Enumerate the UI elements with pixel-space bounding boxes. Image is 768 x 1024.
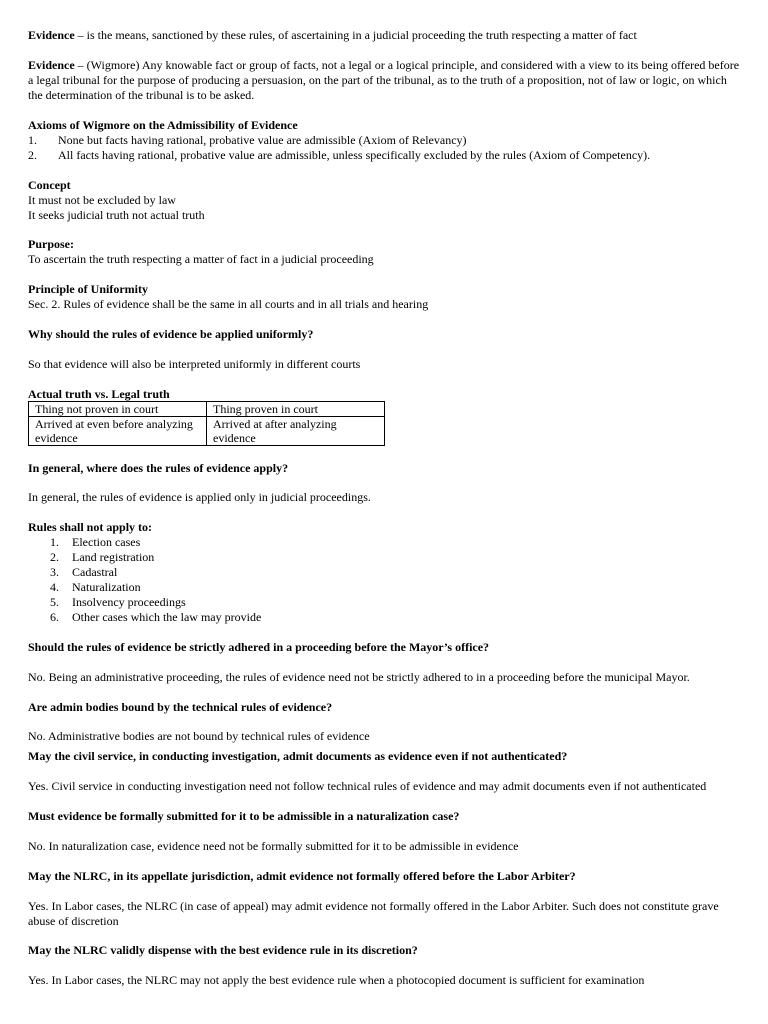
table-row (29, 402, 385, 417)
list-item: 1. Election cases (50, 535, 141, 549)
question: May the NLRC, in its appellate jurisdiction, admit evidence not formally offered before the Labor Arbiter? (28, 869, 576, 883)
list-item: 4. Naturalization (50, 580, 141, 594)
question: In general, where does the rules of evidence apply? (28, 461, 289, 475)
table-cell: Thing proven in court (207, 402, 385, 417)
answer: Yes. In Labor cases, the NLRC (in case of appeal) may admit evidence not formally offered in the Labor Arbiter. Such does not constitute grave abuse of discretion (28, 899, 719, 928)
question: Why should the rules of evidence be applied uniformly? (28, 327, 314, 341)
definition-text: – (Wigmore) Any knowable fact or group of facts, not a legal or a logical principle, and considered with a view to its being offered before a legal tribunal for the purpose of producing a persuasion, on the part of the tribunal, as to the truth of a proposition, not of law or logic, on which the determination of the tribunal is to be asked. (28, 58, 740, 102)
answer: In general, the rules of evidence is applied only in judicial proceedings. (28, 490, 371, 504)
question: May the civil service, in conducting investigation, admit documents as evidence even if not authenticated? (28, 749, 568, 763)
term: Evidence (28, 58, 75, 72)
evidence-definition (28, 28, 743, 43)
table-row (29, 417, 385, 446)
answer: So that evidence will also be interpreted uniformly in different courts (28, 357, 361, 371)
not-apply-list (50, 535, 261, 625)
not-apply-heading: Rules shall not apply to: (28, 520, 153, 534)
list-item: 3. Cadastral (50, 565, 118, 579)
table-cell: Thing not proven in court (29, 402, 207, 417)
answer: No. In naturalization case, evidence need not be formally submitted for it to be admissible in evidence (28, 839, 519, 853)
question: Are admin bodies bound by the technical rules of evidence? (28, 700, 333, 714)
concept-line: It seeks judicial truth not actual truth (28, 208, 205, 222)
term: Evidence (28, 28, 75, 42)
purpose-text: To ascertain the truth respecting a matter of fact in a judicial proceeding (28, 252, 374, 266)
list-item: 5. Insolvency proceedings (50, 595, 186, 609)
uniformity-text: Sec. 2. Rules of evidence shall be the same in all courts and in all trials and hearing (28, 297, 429, 311)
list-item: 2. Land registration (50, 550, 155, 564)
definition-text: – is the means, sanctioned by these rules, of ascertaining in a judicial proceeding the truth respecting a matter of fact (74, 28, 637, 42)
concept-line: It must not be excluded by law (28, 193, 176, 207)
question: May the NLRC validly dispense with the best evidence rule in its discretion? (28, 943, 418, 957)
axioms-heading: Axioms of Wigmore on the Admissibility of Evidence (28, 118, 298, 132)
table-cell: Arrived at even before analyzing evidence (29, 417, 207, 446)
answer: No. Administrative bodies are not bound by technical rules of evidence (28, 729, 370, 743)
list-item: 6. Other cases which the law may provide (50, 610, 262, 624)
question: Must evidence be formally submitted for it to be admissible in a naturalization case? (28, 809, 460, 823)
list-item: 1. None but facts having rational, probative value are admissible (Axiom of Relevancy) (28, 133, 467, 147)
table-heading: Actual truth vs. Legal truth (28, 387, 170, 401)
table-cell: Arrived at after analyzing evidence (207, 417, 385, 446)
answer: No. Being an administrative proceeding, the rules of evidence need not be strictly adhered to in a proceeding before the municipal Mayor. (28, 670, 690, 684)
purpose-heading: Purpose: (28, 237, 74, 251)
answer: Yes. In Labor cases, the NLRC may not apply the best evidence rule when a photocopied document is sufficient for examination (28, 973, 645, 987)
uniformity-heading: Principle of Uniformity (28, 282, 148, 296)
concept-heading: Concept (28, 178, 71, 192)
truth-comparison-table (28, 401, 385, 446)
answer: Yes. Civil service in conducting investigation need not follow technical rules of evidence and may admit documents even if not authenticated (28, 779, 707, 793)
wigmore-definition (28, 58, 743, 103)
question: Should the rules of evidence be strictly adhered in a proceeding before the Mayor’s office? (28, 640, 490, 654)
list-item: 2. All facts having rational, probative value are admissible, unless specifically excluded by the rules (Axiom of Competency). (28, 148, 651, 162)
